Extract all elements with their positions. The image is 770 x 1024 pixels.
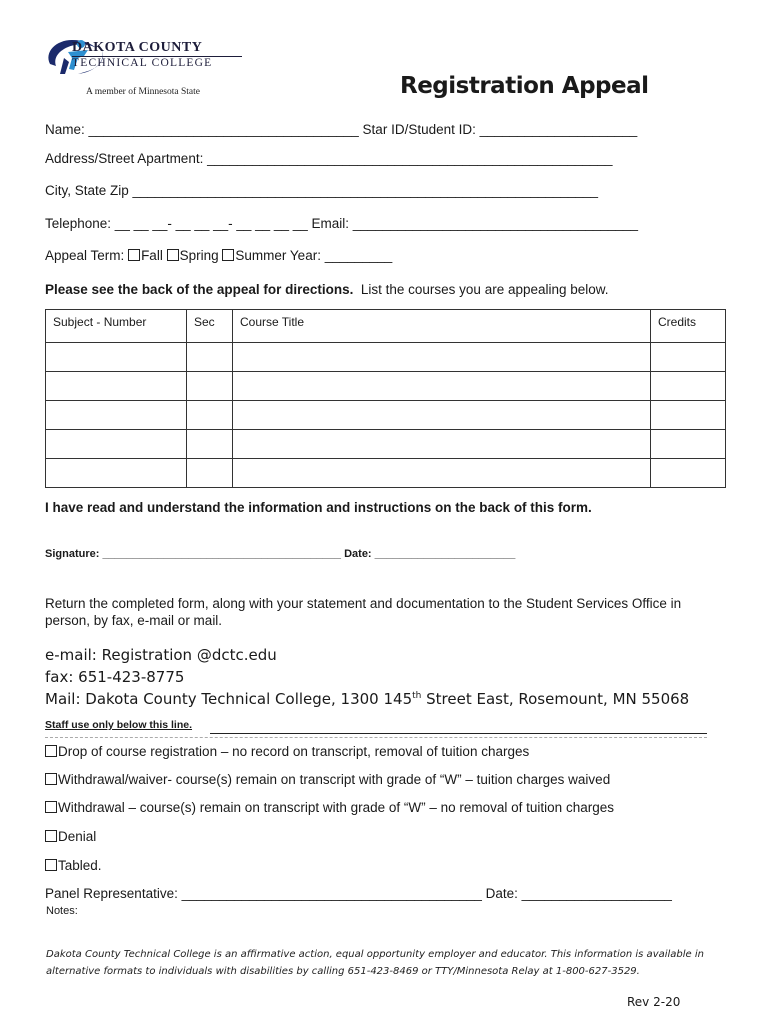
- header-sec: Sec: [187, 310, 233, 343]
- cell-subject-number[interactable]: [46, 459, 187, 488]
- spring-checkbox[interactable]: [167, 249, 179, 261]
- table-row: [46, 343, 726, 372]
- cell-credits[interactable]: [651, 430, 726, 459]
- tabled-checkbox[interactable]: [45, 859, 57, 871]
- cell-subject-number[interactable]: [46, 401, 187, 430]
- cell-credits[interactable]: [651, 401, 726, 430]
- name-field[interactable]: Name: ____________________________________ Star ID/Student ID: _____________________: [45, 122, 638, 137]
- cell-sec[interactable]: [187, 343, 233, 372]
- drop-checkbox[interactable]: [45, 745, 57, 757]
- cell-subject-number[interactable]: [46, 372, 187, 401]
- courses-header-row: [46, 310, 726, 343]
- footer-disclaimer: Dakota County Technical College is an affirmative action, equal opportunity employer and educator. This information is available in alternative formats to individuals with disabilities by calling 651-423-8469 or TTY/Minnesota Relay at 1-800-627-3529.: [46, 949, 704, 977]
- summer-label: Summer: [235, 248, 287, 263]
- table-row: [46, 430, 726, 459]
- cell-sec[interactable]: [187, 401, 233, 430]
- acknowledgement-text: I have read and understand the information and instructions on the back of this form.: [45, 500, 592, 515]
- address-field[interactable]: Address/Street Apartment: ______________________________________________________: [45, 151, 613, 166]
- staff-option-withdrawal: [45, 800, 614, 815]
- appeal-term-label: Appeal Term:: [45, 248, 125, 263]
- revision-label: Rev 2-20: [627, 995, 681, 1009]
- withdrawal-waiver-checkbox[interactable]: [45, 773, 57, 785]
- header-subject-number: Subject - Number: [46, 310, 187, 343]
- cell-course-title[interactable]: [233, 372, 651, 401]
- cell-subject-number[interactable]: [46, 430, 187, 459]
- cell-credits[interactable]: [651, 343, 726, 372]
- return-instructions: Return the completed form, along with your statement and documentation to the Student Services Office in person, by fax, e-mail or mail.: [45, 596, 682, 628]
- summer-checkbox[interactable]: [222, 249, 234, 261]
- member-text: A member of Minnesota State: [86, 87, 200, 97]
- header-credits: Credits: [651, 310, 726, 343]
- directions-bold: Please see the back of the appeal for directions.: [45, 282, 354, 297]
- table-row: [46, 372, 726, 401]
- header-course-title: Course Title: [233, 310, 651, 343]
- staff-option-withdrawal-waiver: [45, 772, 610, 787]
- appeal-term-row: [45, 248, 392, 263]
- mail-superscript: th: [412, 691, 422, 701]
- courses-table: [45, 309, 726, 488]
- cell-course-title[interactable]: [233, 401, 651, 430]
- notes-label: Notes:: [46, 905, 78, 917]
- cell-subject-number[interactable]: [46, 343, 187, 372]
- signature-date-line[interactable]: Signature: _______________________________________ Date: _______________________: [45, 548, 516, 560]
- withdrawal-label: Withdrawal – course(s) remain on transcript with grade of “W” – no removal of tuition charges: [58, 800, 614, 815]
- drop-label: Drop of course registration – no record on transcript, removal of tuition charges: [58, 744, 530, 759]
- table-row: [46, 459, 726, 488]
- denial-checkbox[interactable]: [45, 830, 57, 842]
- college-name: DAKOTA COUNTY: [72, 40, 203, 55]
- staff-option-denial: [45, 829, 96, 844]
- cell-sec[interactable]: [187, 459, 233, 488]
- year-field[interactable]: Year: _________: [289, 248, 393, 263]
- spring-label: Spring: [179, 248, 219, 263]
- withdrawal-waiver-label: Withdrawal/waiver- course(s) remain on transcript with grade of “W” – tuition charges waived: [58, 772, 611, 787]
- staff-option-tabled: [45, 858, 102, 873]
- page-title: Registration Appeal: [400, 73, 649, 99]
- telephone-email-field[interactable]: Telephone: __ __ __- __ __ __- __ __ __ __ Email: ______________________________________: [45, 216, 639, 231]
- directions-text: [45, 282, 609, 297]
- cell-sec[interactable]: [187, 430, 233, 459]
- panel-representative-field[interactable]: Panel Representative: ________________________________________ Date: ____________________: [45, 886, 672, 901]
- contact-fax: fax: 651-423-8775: [45, 668, 185, 686]
- mail-address-start: Mail: Dakota County Technical College, 1300 145: [45, 690, 413, 708]
- fall-label: Fall: [141, 248, 163, 263]
- cell-credits[interactable]: [651, 459, 726, 488]
- staff-divider-line: [210, 733, 707, 734]
- contact-email: e-mail: Registration @dctc.edu: [45, 646, 277, 664]
- contact-mail: [45, 690, 689, 708]
- cell-course-title[interactable]: [233, 430, 651, 459]
- college-subname: TECHNICAL COLLEGE: [72, 57, 213, 69]
- staff-option-drop: [45, 744, 529, 759]
- tabled-label: Tabled.: [58, 858, 102, 873]
- city-state-zip-field[interactable]: City, State Zip ______________________________________________________________: [45, 183, 599, 198]
- directions-normal: List the courses you are appealing below.: [360, 282, 609, 297]
- table-row: [46, 401, 726, 430]
- staff-use-heading: Staff use only below this line.: [45, 719, 193, 731]
- cell-course-title[interactable]: [233, 459, 651, 488]
- staff-dashed-line: [45, 737, 707, 738]
- mail-address-end: Street East, Rosemount, MN 55068: [421, 690, 690, 708]
- cell-sec[interactable]: [187, 372, 233, 401]
- denial-label: Denial: [58, 829, 97, 844]
- cell-credits[interactable]: [651, 372, 726, 401]
- cell-course-title[interactable]: [233, 343, 651, 372]
- fall-checkbox[interactable]: [128, 249, 140, 261]
- withdrawal-checkbox[interactable]: [45, 801, 57, 813]
